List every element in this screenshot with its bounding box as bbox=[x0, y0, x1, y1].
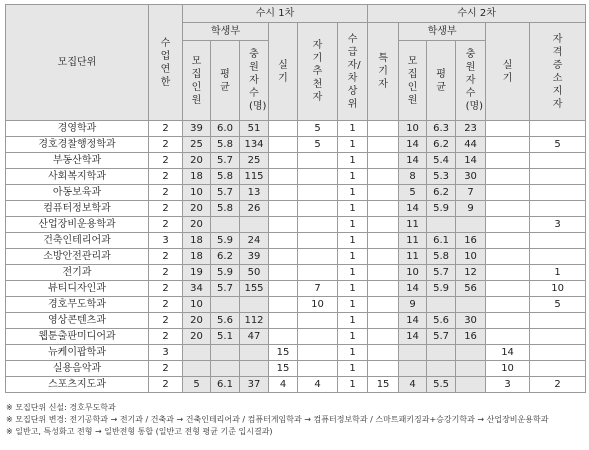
susi2-average-cell: 5.9 bbox=[427, 281, 456, 297]
unit-cell: 실용음악과 bbox=[6, 361, 149, 377]
certificate-cell: 10 bbox=[530, 281, 586, 297]
footnote: ※ 일반고, 특성화고 전형 → 일반전형 통합 (일반고 전형 평균 기준 입시결과) bbox=[6, 427, 273, 436]
susi2-filled-cell bbox=[456, 377, 486, 393]
years-cell: 2 bbox=[149, 137, 183, 153]
susi1-filled-cell: 134 bbox=[240, 137, 269, 153]
susi1-average-cell bbox=[211, 361, 240, 377]
header-self-recommend: 자기추천자 bbox=[298, 23, 338, 121]
susi1-practical-cell: 4 bbox=[269, 377, 298, 393]
susi1-quota-cell: 34 bbox=[183, 281, 211, 297]
table-body bbox=[6, 121, 586, 393]
susi2-quota-cell bbox=[399, 361, 427, 377]
susi1-filled-cell: 155 bbox=[240, 281, 269, 297]
certificate-cell bbox=[530, 233, 586, 249]
years-cell: 2 bbox=[149, 281, 183, 297]
unit-cell: 사회복지학과 bbox=[6, 169, 149, 185]
self-recommend-cell bbox=[298, 345, 338, 361]
special-talent-cell bbox=[368, 345, 399, 361]
unit-cell: 경호경찰행정학과 bbox=[6, 137, 149, 153]
susi1-filled-cell: 51 bbox=[240, 121, 269, 137]
recipient-cell: 1 bbox=[338, 233, 368, 249]
recipient-cell: 1 bbox=[338, 201, 368, 217]
certificate-cell bbox=[530, 169, 586, 185]
table-row bbox=[6, 201, 586, 217]
unit-cell: 소방안전관리과 bbox=[6, 249, 149, 265]
special-talent-cell bbox=[368, 137, 399, 153]
unit-cell: 스포츠지도과 bbox=[6, 377, 149, 393]
unit-cell: 뉴케이팝학과 bbox=[6, 345, 149, 361]
susi1-quota-cell: 18 bbox=[183, 249, 211, 265]
susi2-filled-cell: 7 bbox=[456, 185, 486, 201]
susi1-average-cell: 5.8 bbox=[211, 201, 240, 217]
special-talent-cell bbox=[368, 297, 399, 313]
header-susi2: 수시 2차 bbox=[368, 5, 586, 23]
susi2-practical-cell bbox=[486, 121, 530, 137]
susi2-practical-cell bbox=[486, 329, 530, 345]
self-recommend-cell bbox=[298, 265, 338, 281]
susi1-practical-cell bbox=[269, 185, 298, 201]
certificate-cell bbox=[530, 153, 586, 169]
susi2-average-cell: 5.6 bbox=[427, 313, 456, 329]
recipient-cell: 1 bbox=[338, 297, 368, 313]
unit-cell: 아동보육과 bbox=[6, 185, 149, 201]
susi1-practical-cell: 15 bbox=[269, 361, 298, 377]
susi1-practical-cell bbox=[269, 217, 298, 233]
special-talent-cell: 15 bbox=[368, 377, 399, 393]
special-talent-cell bbox=[368, 153, 399, 169]
susi1-quota-cell: 18 bbox=[183, 169, 211, 185]
certificate-cell bbox=[530, 361, 586, 377]
footnotes bbox=[6, 402, 584, 438]
self-recommend-cell: 10 bbox=[298, 297, 338, 313]
susi1-quota-cell: 20 bbox=[183, 153, 211, 169]
susi2-practical-cell: 14 bbox=[486, 345, 530, 361]
susi2-quota-cell: 10 bbox=[399, 265, 427, 281]
header-practical-2: 실기 bbox=[486, 23, 530, 121]
header-quota-1: 모집인원 bbox=[183, 41, 211, 121]
table-row bbox=[6, 281, 586, 297]
special-talent-cell bbox=[368, 329, 399, 345]
header-filled-1: 충원자수(명) bbox=[240, 41, 269, 121]
susi2-quota-cell: 11 bbox=[399, 217, 427, 233]
susi2-average-cell: 5.7 bbox=[427, 329, 456, 345]
years-cell: 2 bbox=[149, 249, 183, 265]
special-talent-cell bbox=[368, 233, 399, 249]
susi1-filled-cell bbox=[240, 361, 269, 377]
susi1-practical-cell bbox=[269, 137, 298, 153]
recipient-cell: 1 bbox=[338, 137, 368, 153]
susi1-filled-cell: 47 bbox=[240, 329, 269, 345]
unit-cell: 부동산학과 bbox=[6, 153, 149, 169]
susi2-average-cell: 5.7 bbox=[427, 265, 456, 281]
susi1-practical-cell bbox=[269, 265, 298, 281]
susi2-filled-cell: 9 bbox=[456, 201, 486, 217]
susi2-average-cell bbox=[427, 297, 456, 313]
susi1-quota-cell: 18 bbox=[183, 233, 211, 249]
susi2-quota-cell: 8 bbox=[399, 169, 427, 185]
table-row bbox=[6, 137, 586, 153]
header-special-talent: 특기자 bbox=[368, 23, 399, 121]
susi1-filled-cell bbox=[240, 217, 269, 233]
susi2-average-cell: 5.4 bbox=[427, 153, 456, 169]
susi2-average-cell: 5.3 bbox=[427, 169, 456, 185]
recipient-cell: 1 bbox=[338, 361, 368, 377]
self-recommend-cell: 5 bbox=[298, 121, 338, 137]
footnote: ※ 모집단위 변경: 전기공학과 → 전기과 / 건축과 → 건축인테리어과 / 컴퓨터게임학과 → 컴퓨터정보학과 / 스마트패키징과+승강기학과 → 산업장비운용학과 bbox=[6, 415, 549, 424]
susi2-quota-cell: 14 bbox=[399, 281, 427, 297]
unit-cell: 뷰티디자인과 bbox=[6, 281, 149, 297]
susi2-quota-cell: 9 bbox=[399, 297, 427, 313]
table-row bbox=[6, 185, 586, 201]
special-talent-cell bbox=[368, 265, 399, 281]
susi2-average-cell bbox=[427, 217, 456, 233]
header-student-record-1: 학생부 bbox=[183, 23, 269, 41]
self-recommend-cell bbox=[298, 233, 338, 249]
table-row bbox=[6, 217, 586, 233]
susi1-average-cell: 5.7 bbox=[211, 281, 240, 297]
years-cell: 2 bbox=[149, 377, 183, 393]
recipient-cell: 1 bbox=[338, 281, 368, 297]
susi2-average-cell: 6.3 bbox=[427, 121, 456, 137]
susi1-filled-cell: 24 bbox=[240, 233, 269, 249]
special-talent-cell bbox=[368, 249, 399, 265]
susi2-practical-cell bbox=[486, 249, 530, 265]
susi2-practical-cell: 10 bbox=[486, 361, 530, 377]
susi2-filled-cell: 14 bbox=[456, 153, 486, 169]
table-row bbox=[6, 313, 586, 329]
susi2-practical-cell bbox=[486, 233, 530, 249]
special-talent-cell bbox=[368, 169, 399, 185]
susi1-practical-cell bbox=[269, 201, 298, 217]
susi1-filled-cell bbox=[240, 297, 269, 313]
years-cell: 3 bbox=[149, 233, 183, 249]
header-years: 수업연한 bbox=[149, 5, 183, 121]
susi2-practical-cell bbox=[486, 137, 530, 153]
susi1-practical-cell bbox=[269, 169, 298, 185]
susi1-practical-cell: 15 bbox=[269, 345, 298, 361]
self-recommend-cell bbox=[298, 185, 338, 201]
susi2-practical-cell bbox=[486, 169, 530, 185]
susi1-average-cell bbox=[211, 297, 240, 313]
susi2-average-cell: 6.2 bbox=[427, 137, 456, 153]
susi1-filled-cell: 25 bbox=[240, 153, 269, 169]
recipient-cell: 1 bbox=[338, 377, 368, 393]
self-recommend-cell bbox=[298, 361, 338, 377]
header-average-1: 평균 bbox=[211, 41, 240, 121]
self-recommend-cell bbox=[298, 217, 338, 233]
susi2-practical-cell bbox=[486, 265, 530, 281]
footnote: ※ 모집단위 신설: 경호무도학과 bbox=[6, 403, 116, 412]
recipient-cell: 1 bbox=[338, 217, 368, 233]
years-cell: 2 bbox=[149, 361, 183, 377]
recipient-cell: 1 bbox=[338, 313, 368, 329]
susi1-average-cell: 6.1 bbox=[211, 377, 240, 393]
susi2-quota-cell: 11 bbox=[399, 249, 427, 265]
table-row bbox=[6, 249, 586, 265]
self-recommend-cell: 7 bbox=[298, 281, 338, 297]
susi1-average-cell: 5.9 bbox=[211, 233, 240, 249]
susi1-quota-cell: 39 bbox=[183, 121, 211, 137]
susi2-filled-cell: 10 bbox=[456, 249, 486, 265]
susi1-practical-cell bbox=[269, 297, 298, 313]
unit-cell: 경영학과 bbox=[6, 121, 149, 137]
certificate-cell: 1 bbox=[530, 265, 586, 281]
table-row bbox=[6, 233, 586, 249]
self-recommend-cell bbox=[298, 201, 338, 217]
susi2-average-cell: 6.2 bbox=[427, 185, 456, 201]
susi1-practical-cell bbox=[269, 121, 298, 137]
years-cell: 2 bbox=[149, 185, 183, 201]
susi1-quota-cell bbox=[183, 361, 211, 377]
susi2-practical-cell bbox=[486, 297, 530, 313]
susi1-average-cell: 5.8 bbox=[211, 169, 240, 185]
susi2-filled-cell bbox=[456, 345, 486, 361]
susi2-practical-cell: 3 bbox=[486, 377, 530, 393]
susi2-average-cell bbox=[427, 345, 456, 361]
years-cell: 2 bbox=[149, 153, 183, 169]
special-talent-cell bbox=[368, 313, 399, 329]
susi2-quota-cell bbox=[399, 345, 427, 361]
recipient-cell: 1 bbox=[338, 121, 368, 137]
susi2-practical-cell bbox=[486, 185, 530, 201]
admission-results-table bbox=[5, 4, 586, 393]
susi1-filled-cell: 50 bbox=[240, 265, 269, 281]
susi1-practical-cell bbox=[269, 281, 298, 297]
susi1-filled-cell: 115 bbox=[240, 169, 269, 185]
susi1-practical-cell bbox=[269, 313, 298, 329]
recipient-cell: 1 bbox=[338, 265, 368, 281]
years-cell: 2 bbox=[149, 297, 183, 313]
header-unit: 모집단위 bbox=[6, 5, 149, 121]
susi1-filled-cell: 112 bbox=[240, 313, 269, 329]
certificate-cell: 2 bbox=[530, 377, 586, 393]
susi2-quota-cell: 14 bbox=[399, 313, 427, 329]
susi1-average-cell bbox=[211, 345, 240, 361]
susi1-quota-cell: 20 bbox=[183, 201, 211, 217]
self-recommend-cell bbox=[298, 329, 338, 345]
susi2-average-cell: 5.8 bbox=[427, 249, 456, 265]
years-cell: 3 bbox=[149, 345, 183, 361]
susi1-quota-cell: 5 bbox=[183, 377, 211, 393]
table-row bbox=[6, 345, 586, 361]
unit-cell: 컴퓨터정보학과 bbox=[6, 201, 149, 217]
self-recommend-cell bbox=[298, 153, 338, 169]
unit-cell: 건축인테리어과 bbox=[6, 233, 149, 249]
recipient-cell: 1 bbox=[338, 185, 368, 201]
susi2-practical-cell bbox=[486, 153, 530, 169]
susi2-quota-cell: 14 bbox=[399, 153, 427, 169]
header-susi1: 수시 1차 bbox=[183, 5, 368, 23]
certificate-cell bbox=[530, 201, 586, 217]
susi1-average-cell: 6.2 bbox=[211, 249, 240, 265]
susi2-filled-cell bbox=[456, 361, 486, 377]
susi2-filled-cell bbox=[456, 297, 486, 313]
years-cell: 2 bbox=[149, 217, 183, 233]
susi1-quota-cell: 25 bbox=[183, 137, 211, 153]
recipient-cell: 1 bbox=[338, 169, 368, 185]
recipient-cell: 1 bbox=[338, 345, 368, 361]
special-talent-cell bbox=[368, 361, 399, 377]
certificate-cell bbox=[530, 329, 586, 345]
susi2-filled-cell: 44 bbox=[456, 137, 486, 153]
self-recommend-cell bbox=[298, 169, 338, 185]
years-cell: 2 bbox=[149, 329, 183, 345]
certificate-cell: 5 bbox=[530, 137, 586, 153]
header-quota-2: 모집인원 bbox=[399, 41, 427, 121]
susi2-quota-cell: 10 bbox=[399, 121, 427, 137]
susi1-practical-cell bbox=[269, 249, 298, 265]
susi2-average-cell: 6.1 bbox=[427, 233, 456, 249]
table-row bbox=[6, 377, 586, 393]
susi1-quota-cell: 10 bbox=[183, 185, 211, 201]
susi2-filled-cell: 30 bbox=[456, 313, 486, 329]
unit-cell: 영상콘텐츠과 bbox=[6, 313, 149, 329]
header-filled-2: 충원자수(명) bbox=[456, 41, 486, 121]
susi1-practical-cell bbox=[269, 153, 298, 169]
special-talent-cell bbox=[368, 217, 399, 233]
years-cell: 2 bbox=[149, 265, 183, 281]
susi1-average-cell: 6.0 bbox=[211, 121, 240, 137]
header-average-2: 평균 bbox=[427, 41, 456, 121]
susi2-quota-cell: 14 bbox=[399, 201, 427, 217]
susi1-quota-cell: 20 bbox=[183, 329, 211, 345]
self-recommend-cell: 4 bbox=[298, 377, 338, 393]
susi1-practical-cell bbox=[269, 329, 298, 345]
susi1-average-cell: 5.7 bbox=[211, 185, 240, 201]
susi1-average-cell: 5.7 bbox=[211, 153, 240, 169]
susi2-practical-cell bbox=[486, 201, 530, 217]
unit-cell: 웹툰출판미디어과 bbox=[6, 329, 149, 345]
certificate-cell bbox=[530, 345, 586, 361]
special-talent-cell bbox=[368, 121, 399, 137]
certificate-cell bbox=[530, 121, 586, 137]
table-row bbox=[6, 297, 586, 313]
years-cell: 2 bbox=[149, 313, 183, 329]
susi2-filled-cell: 56 bbox=[456, 281, 486, 297]
susi2-filled-cell: 12 bbox=[456, 265, 486, 281]
susi2-average-cell: 5.5 bbox=[427, 377, 456, 393]
recipient-cell: 1 bbox=[338, 249, 368, 265]
certificate-cell bbox=[530, 185, 586, 201]
special-talent-cell bbox=[368, 185, 399, 201]
susi1-average-cell: 5.8 bbox=[211, 137, 240, 153]
susi1-quota-cell: 20 bbox=[183, 313, 211, 329]
certificate-cell: 5 bbox=[530, 297, 586, 313]
susi2-average-cell: 5.9 bbox=[427, 201, 456, 217]
recipient-cell: 1 bbox=[338, 153, 368, 169]
special-talent-cell bbox=[368, 201, 399, 217]
susi2-quota-cell: 14 bbox=[399, 137, 427, 153]
susi2-quota-cell: 14 bbox=[399, 329, 427, 345]
table-row bbox=[6, 121, 586, 137]
years-cell: 2 bbox=[149, 201, 183, 217]
unit-cell: 경호무도학과 bbox=[6, 297, 149, 313]
susi2-quota-cell: 5 bbox=[399, 185, 427, 201]
susi1-quota-cell: 10 bbox=[183, 297, 211, 313]
certificate-cell bbox=[530, 249, 586, 265]
table-row bbox=[6, 169, 586, 185]
susi1-quota-cell: 20 bbox=[183, 217, 211, 233]
table-row bbox=[6, 329, 586, 345]
susi2-practical-cell bbox=[486, 281, 530, 297]
susi1-filled-cell: 37 bbox=[240, 377, 269, 393]
certificate-cell: 3 bbox=[530, 217, 586, 233]
years-cell: 2 bbox=[149, 121, 183, 137]
susi2-filled-cell: 23 bbox=[456, 121, 486, 137]
susi2-filled-cell: 16 bbox=[456, 233, 486, 249]
recipient-cell: 1 bbox=[338, 329, 368, 345]
susi2-practical-cell bbox=[486, 217, 530, 233]
table-row bbox=[6, 265, 586, 281]
susi2-quota-cell: 11 bbox=[399, 233, 427, 249]
susi2-practical-cell bbox=[486, 313, 530, 329]
susi1-quota-cell: 19 bbox=[183, 265, 211, 281]
susi1-average-cell bbox=[211, 217, 240, 233]
header-certificate: 자격증소지자 bbox=[530, 23, 586, 121]
years-cell: 2 bbox=[149, 169, 183, 185]
table-row bbox=[6, 361, 586, 377]
susi1-quota-cell bbox=[183, 345, 211, 361]
susi2-filled-cell: 16 bbox=[456, 329, 486, 345]
unit-cell: 전기과 bbox=[6, 265, 149, 281]
susi1-filled-cell: 39 bbox=[240, 249, 269, 265]
self-recommend-cell: 5 bbox=[298, 137, 338, 153]
susi1-average-cell: 5.9 bbox=[211, 265, 240, 281]
header-student-record-2: 학생부 bbox=[399, 23, 486, 41]
susi1-practical-cell bbox=[269, 233, 298, 249]
self-recommend-cell bbox=[298, 313, 338, 329]
unit-cell: 산업장비운용학과 bbox=[6, 217, 149, 233]
susi1-average-cell: 5.6 bbox=[211, 313, 240, 329]
susi2-quota-cell: 4 bbox=[399, 377, 427, 393]
susi2-filled-cell: 30 bbox=[456, 169, 486, 185]
header-recipient: 수급자/차상위 bbox=[338, 23, 368, 121]
header-practical-1: 실기 bbox=[269, 23, 298, 121]
susi1-average-cell: 5.1 bbox=[211, 329, 240, 345]
susi1-filled-cell: 13 bbox=[240, 185, 269, 201]
table-row bbox=[6, 153, 586, 169]
special-talent-cell bbox=[368, 281, 399, 297]
susi1-filled-cell bbox=[240, 345, 269, 361]
certificate-cell bbox=[530, 313, 586, 329]
self-recommend-cell bbox=[298, 249, 338, 265]
susi1-filled-cell: 26 bbox=[240, 201, 269, 217]
susi2-average-cell bbox=[427, 361, 456, 377]
susi2-filled-cell bbox=[456, 217, 486, 233]
